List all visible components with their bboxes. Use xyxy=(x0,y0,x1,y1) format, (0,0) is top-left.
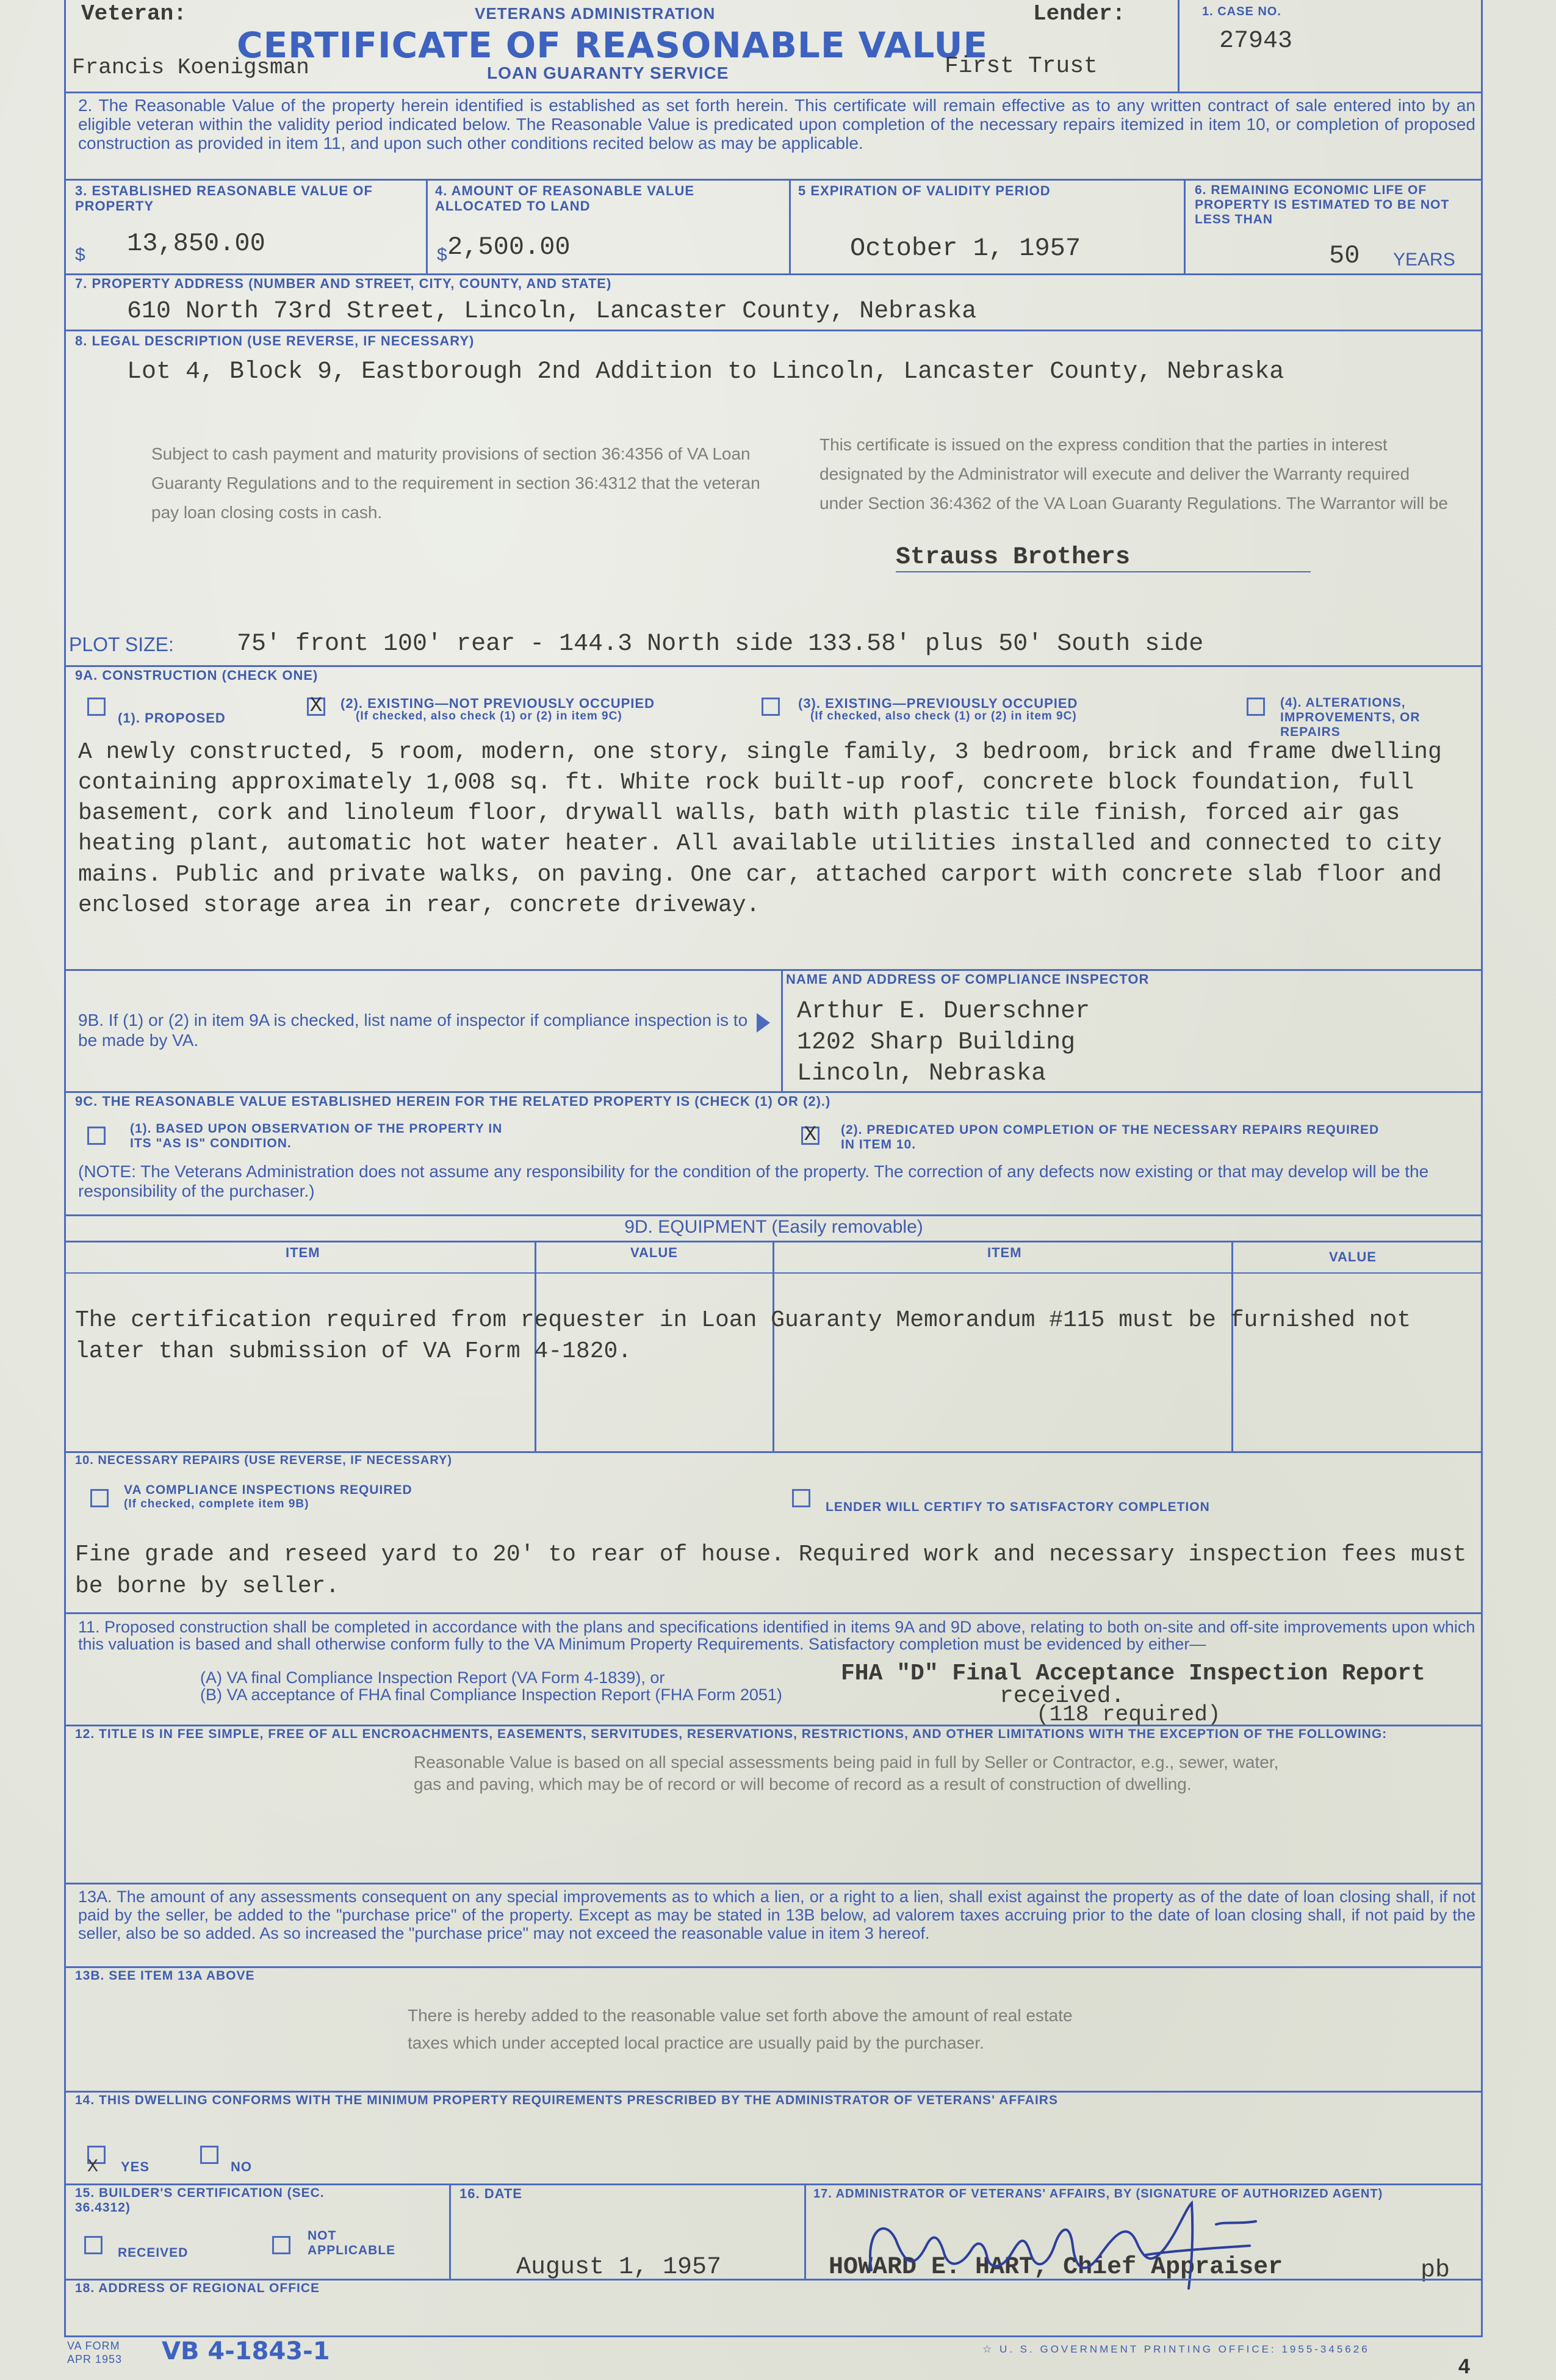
rule xyxy=(426,179,428,273)
rule xyxy=(66,665,1482,667)
maturity-stamp: Subject to cash payment and maturity provisions of section 36:4356 of VA Loan Guaranty Regulations and to the requirement in section 36:4312 that the veteran pay loan closing costs in cash. xyxy=(151,444,760,522)
item9a-opt3-note: (If checked, also check (1) or (2) in item 9C) xyxy=(810,710,1077,723)
item14-label: 14. THIS DWELLING CONFORMS WITH THE MINIMUM PROPERTY REQUIREMENTS PRESCRIBED BY THE ADMINISTRATOR OF VETERANS' AFFAIRS xyxy=(75,2093,1058,2107)
rule xyxy=(66,2183,1482,2185)
item3-currency: $ xyxy=(75,245,85,265)
item3-value: 13,850.00 xyxy=(127,229,265,258)
item17-initials: pb xyxy=(1421,2257,1450,2284)
rule xyxy=(66,1966,1482,1968)
inspector-name: Arthur E. Duerschner xyxy=(797,998,1090,1025)
item12-label: 12. TITLE IS IN FEE SIMPLE, FREE OF ALL ENCROACHMENTS, EASEMENTS, SERVITUDES, RESERVATIONS, RESTRICTIONS, AND OTHER LIMITATIONS WITH THE EXCEPTION OF THE FOLLOWING: xyxy=(75,1727,1388,1741)
item11-typed-2: received. xyxy=(1000,1683,1125,1709)
rule xyxy=(66,1451,1482,1453)
lender-name: First Trust xyxy=(945,53,1098,79)
item4-currency: $ xyxy=(437,245,447,265)
rule xyxy=(789,179,791,273)
inspector-label: NAME AND ADDRESS OF COMPLIANCE INSPECTOR xyxy=(786,972,1150,987)
rule xyxy=(804,2183,806,2279)
rule xyxy=(1184,179,1186,273)
case-label: 1. CASE NO. xyxy=(1202,5,1281,18)
item11-typed-3: (118 required) xyxy=(1036,1702,1221,1727)
item9c-note: (NOTE: The Veterans Administration does not assume any responsibility for the condition of the property. The correction of any defects now existing or that may develop will be the responsibility of the purchaser.) xyxy=(78,1162,1429,1201)
rule xyxy=(66,1091,1482,1093)
item7-label: 7. PROPERTY ADDRESS (NUMBER AND STREET, CITY, COUNTY, AND STATE) xyxy=(75,276,612,291)
item10-opt2: LENDER WILL CERTIFY TO SATISFACTORY COMPLETION xyxy=(826,1500,1210,1514)
rule xyxy=(66,2279,1482,2281)
item9a-proposed-checkbox[interactable] xyxy=(87,698,106,716)
item11-opt-b: (B) VA acceptance of FHA final Compliance Inspection Report (FHA Form 2051) xyxy=(200,1686,782,1704)
service-name: LOAN GUARANTY SERVICE xyxy=(487,63,729,82)
case-number: 27943 xyxy=(1219,27,1293,55)
rule xyxy=(449,2183,451,2279)
rule xyxy=(896,571,1311,572)
item15-received: RECEIVED xyxy=(118,2246,189,2260)
veteran-name: Francis Koenigsman xyxy=(72,55,309,80)
item12-stamp: Reasonable Value is based on all special assessments being paid in full by Seller or Contractor, e.g., sewer, water, gas and paving, which may be of record or will become of record as a result of construction of dwelling. xyxy=(414,1753,1279,1794)
item9d-text: The certification required from requester in Loan Guaranty Memorandum #115 must be furnished not later than submission of VA Form 4-1820. xyxy=(75,1307,1411,1365)
item4-label: 4. AMOUNT OF REASONABLE VALUE ALLOCATED TO LAND xyxy=(435,183,695,214)
item10-label: 10. NECESSARY REPAIRS (USE REVERSE, IF NECESSARY) xyxy=(75,1454,453,1467)
item9a-opt3: (3). EXISTING—PREVIOUSLY OCCUPIED xyxy=(798,696,1078,711)
item17-name: HOWARD E. HART, Chief Appraiser xyxy=(829,2254,1283,2281)
item14-mark: X xyxy=(87,2157,99,2177)
footer-form-number: VB 4-1843-1 xyxy=(162,2337,330,2365)
item9b-text: 9B. If (1) or (2) in item 9A is checked, list name of inspector if compliance inspection is to be made by VA. xyxy=(78,1011,748,1050)
item11-typed-1: FHA "D" Final Acceptance Inspection Report xyxy=(841,1661,1425,1687)
item11-opt-a: (A) VA final Compliance Inspection Report (VA Form 4-1839), or xyxy=(200,1668,665,1687)
item9a-opt2-note: (If checked, also check (1) or (2) in item 9C) xyxy=(356,710,622,723)
item13b-stamp: There is hereby added to the reasonable value set forth above the amount of real estate taxes which under accepted local practice are usually paid by the purchaser. xyxy=(408,2006,1073,2053)
inspector-address: 1202 Sharp Building xyxy=(797,1029,1076,1056)
warranty-stamp: This certificate is issued on the express condition that the parties in interest designated by the Administrator will execute and deliver the Warranty required under Section 36:4362 of the VA Loan Guaranty Regulations. The Warrantor will be xyxy=(819,435,1448,513)
inspector-city: Lincoln, Nebraska xyxy=(797,1060,1046,1087)
item9d-col-value-2: VALUE xyxy=(1329,1249,1377,1264)
item15-received-checkbox[interactable] xyxy=(84,2236,103,2254)
item6-label: 6. REMAINING ECONOMIC LIFE OF PROPERTY IS ESTIMATED TO BE NOT LESS THAN xyxy=(1195,183,1450,227)
item15-label: 15. BUILDER'S CERTIFICATION (SEC. 36.4312) xyxy=(75,2186,325,2215)
item14-no-checkbox[interactable] xyxy=(200,2146,218,2164)
construction-description: A newly constructed, 5 room, modern, one story, single family, 3 bedroom, brick and frame dwelling containing approximately 1,008 sq. ft. White rock built-up roof, concrete block foundation, full basement, cork and linoleum floor, drywall walls, bath with plastic tile finish, forced air gas heating plant, automatic hot water heater. All available utilities installed and connected to city mains. Public and private walks, on paving. One car, attached carport with concrete slab floor and enclosed storage area in rear, concrete driveway. xyxy=(78,739,1442,918)
item13b-label: 13B. SEE ITEM 13A ABOVE xyxy=(75,1969,255,1983)
item6-unit: YEARS xyxy=(1393,250,1455,270)
plot-size-label: PLOT SIZE: xyxy=(69,633,174,655)
rule xyxy=(66,2091,1482,2093)
case-divider xyxy=(1178,0,1180,92)
rule xyxy=(66,1612,1482,1614)
rule xyxy=(781,969,783,1091)
item9c-label: 9C. THE REASONABLE VALUE ESTABLISHED HEREIN FOR THE RELATED PROPERTY IS (CHECK (1) OR (2).) xyxy=(75,1094,831,1109)
item14-no: NO xyxy=(231,2159,252,2174)
lender-label: Lender: xyxy=(1033,1,1126,26)
item9d-col-item-2: ITEM xyxy=(987,1245,1022,1260)
arrow-right-icon xyxy=(757,1013,770,1033)
item5-value: October 1, 1957 xyxy=(850,234,1081,263)
item9c-repairs-checkbox[interactable]: X xyxy=(801,1127,819,1145)
item9c-opt1: (1). BASED UPON OBSERVATION OF THE PROPERTY IN ITS "AS IS" CONDITION. xyxy=(130,1122,503,1151)
rule xyxy=(66,969,1482,971)
item4-value: 2,500.00 xyxy=(447,233,571,262)
form-title: CERTIFICATE OF REASONABLE VALUE xyxy=(237,24,989,66)
item15-not-applicable-checkbox[interactable] xyxy=(272,2236,290,2254)
item11-text: 11. Proposed construction shall be completed in accordance with the plans and specifications identified in items 9A and 9D above, relating to both on-site and off-site improvements upon which this valuation is based and shall otherwise conform fully to the VA Minimum Property Requirements. Satisfactory completion must be evidenced by either— xyxy=(78,1618,1475,1654)
item16-value: August 1, 1957 xyxy=(516,2254,722,2281)
item9a-opt2: (2). EXISTING—NOT PREVIOUSLY OCCUPIED xyxy=(340,696,655,711)
plot-size-value: 75' front 100' rear - 144.3 North side 133.58' plus 50' South side xyxy=(237,630,1204,658)
footer-form-date: APR 1953 xyxy=(67,2353,123,2365)
rule xyxy=(66,273,1482,275)
rule xyxy=(66,330,1482,331)
item2-text: 2. The Reasonable Value of the property herein identified is established as set forth herein. This certificate will remain effective as to any written contract of sale entered into by an eligible veteran within the validity period indicated below. The Reasonable Value is predicated upon completion of the necessary repairs itemized in item 10, or completion of proposed construction as provided in item 11, and upon such other conditions recited below as may be applicable. xyxy=(78,96,1475,153)
item9c-as-is-checkbox[interactable] xyxy=(87,1127,106,1145)
rule xyxy=(66,179,1482,181)
item9d-col-item: ITEM xyxy=(286,1245,320,1260)
item9a-opt1: (1). PROPOSED xyxy=(118,710,226,726)
item9a-existing-occupied-checkbox[interactable] xyxy=(762,698,780,716)
veteran-label: Veteran: xyxy=(81,1,187,26)
rule xyxy=(66,92,1482,93)
item10-va-inspections-checkbox[interactable] xyxy=(90,1489,109,1507)
item7-value: 610 North 73rd Street, Lincoln, Lancaster County, Nebraska xyxy=(127,298,977,325)
item13a-text: 13A. The amount of any assessments consequent on any special improvements as to which a lien, or a right to a lien, shall exist against the property as of the date of loan closing shall, if not paid by the seller, be added to the "purchase price" of the property. Except as may be stated in 13B below, ad valorem taxes accruing prior to the date of loan closing shall, if not paid by the seller, also be so added. As so increased the "purchase price" may not exceed the reasonable value in item 3 hereof. xyxy=(78,1888,1475,1943)
item15-not-applicable: NOT APPLICABLE xyxy=(308,2229,396,2258)
item9a-opt4: (4). ALTERATIONS, IMPROVEMENTS, OR REPAIRS xyxy=(1280,696,1421,740)
item17-label: 17. ADMINISTRATOR OF VETERANS' AFFAIRS, BY (SIGNATURE OF AUTHORIZED AGENT) xyxy=(813,2187,1383,2201)
item10-text: Fine grade and reseed yard to 20' to rear of house. Required work and necessary inspection fees must be borne by seller. xyxy=(75,1542,1467,1600)
rule xyxy=(66,1883,1482,1884)
item9c-opt2: (2). PREDICATED UPON COMPLETION OF THE NECESSARY REPAIRS REQUIRED IN ITEM 10. xyxy=(841,1123,1380,1152)
item8-label: 8. LEGAL DESCRIPTION (USE REVERSE, IF NECESSARY) xyxy=(75,333,475,348)
item8-value: Lot 4, Block 9, Eastborough 2nd Addition to Lincoln, Lancaster County, Nebraska xyxy=(127,358,1284,386)
item5-label: 5 EXPIRATION OF VALIDITY PERIOD xyxy=(798,183,1051,198)
item18-label: 18. ADDRESS OF REGIONAL OFFICE xyxy=(75,2281,320,2295)
item10-lender-certify-checkbox[interactable] xyxy=(792,1489,810,1507)
item10-opt1: VA COMPLIANCE INSPECTIONS REQUIRED xyxy=(124,1483,412,1497)
footer-form-label: VA FORM xyxy=(67,2340,120,2352)
item9a-existing-new-checkbox[interactable]: X xyxy=(307,698,325,716)
item9d-col-value: VALUE xyxy=(630,1245,678,1260)
agency-name: VETERANS ADMINISTRATION xyxy=(475,4,716,23)
footer-page-number: 4 xyxy=(1458,2355,1470,2378)
item3-label: 3. ESTABLISHED REASONABLE VALUE OF PROPERTY xyxy=(75,183,373,214)
item9d-title: 9D. EQUIPMENT (Easily removable) xyxy=(624,1217,923,1237)
warrantor-name: Strauss Brothers xyxy=(896,544,1131,571)
footer-printer: ☆ U. S. GOVERNMENT PRINTING OFFICE: 1955-345626 xyxy=(982,2343,1370,2355)
item10-opt1-note: (If checked, complete item 9B) xyxy=(124,1498,309,1510)
item9a-label: 9A. CONSTRUCTION (CHECK ONE) xyxy=(75,668,319,683)
rule xyxy=(66,1725,1482,1726)
certificate-form xyxy=(64,0,1483,2337)
item6-value: 50 xyxy=(1329,241,1360,270)
item9a-alterations-checkbox[interactable] xyxy=(1247,698,1265,716)
item16-label: 16. DATE xyxy=(459,2186,522,2201)
item14-yes: YES xyxy=(121,2159,150,2174)
